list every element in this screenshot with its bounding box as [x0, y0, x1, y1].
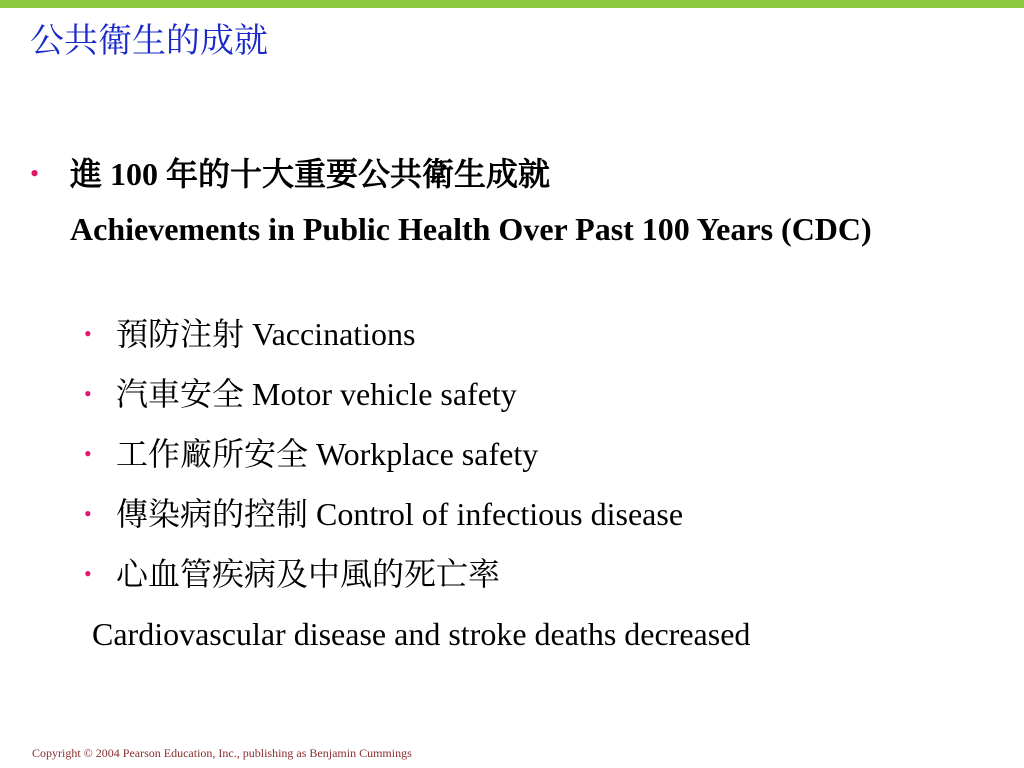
bullet-dot: • [84, 561, 92, 586]
slide-title: 公共衛生的成就 [30, 23, 268, 60]
list-item-label: 工作廠所安全 Workplace safety [116, 436, 539, 472]
bullet-dot: • [84, 321, 92, 346]
bullet-dot: • [84, 381, 92, 406]
cardiovascular-note: Cardiovascular disease and stroke deaths decreased [92, 616, 751, 652]
list-item-label: 心血管疾病及中風的死亡率 [116, 556, 501, 592]
bullet-dot: • [30, 159, 40, 188]
list-item-label: 傳染病的控制 Control of infectious disease [116, 496, 684, 532]
bullet-dot: • [84, 441, 92, 466]
list-item-label: 預防注射 Vaccinations [116, 316, 416, 352]
bullet-dot: • [84, 501, 92, 526]
top-accent-bar [0, 0, 1024, 8]
copyright-footer: Copyright © 2004 Pearson Education, Inc., publishing as Benjamin Cummings [32, 746, 412, 760]
main-bullet-subheading: Achievements in Public Health Over Past 100 Years (CDC) [70, 211, 872, 247]
list-item-label: 汽車安全 Motor vehicle safety [116, 376, 517, 412]
main-bullet-heading: 進 100 年的十大重要公共衛生成就 [70, 156, 551, 192]
